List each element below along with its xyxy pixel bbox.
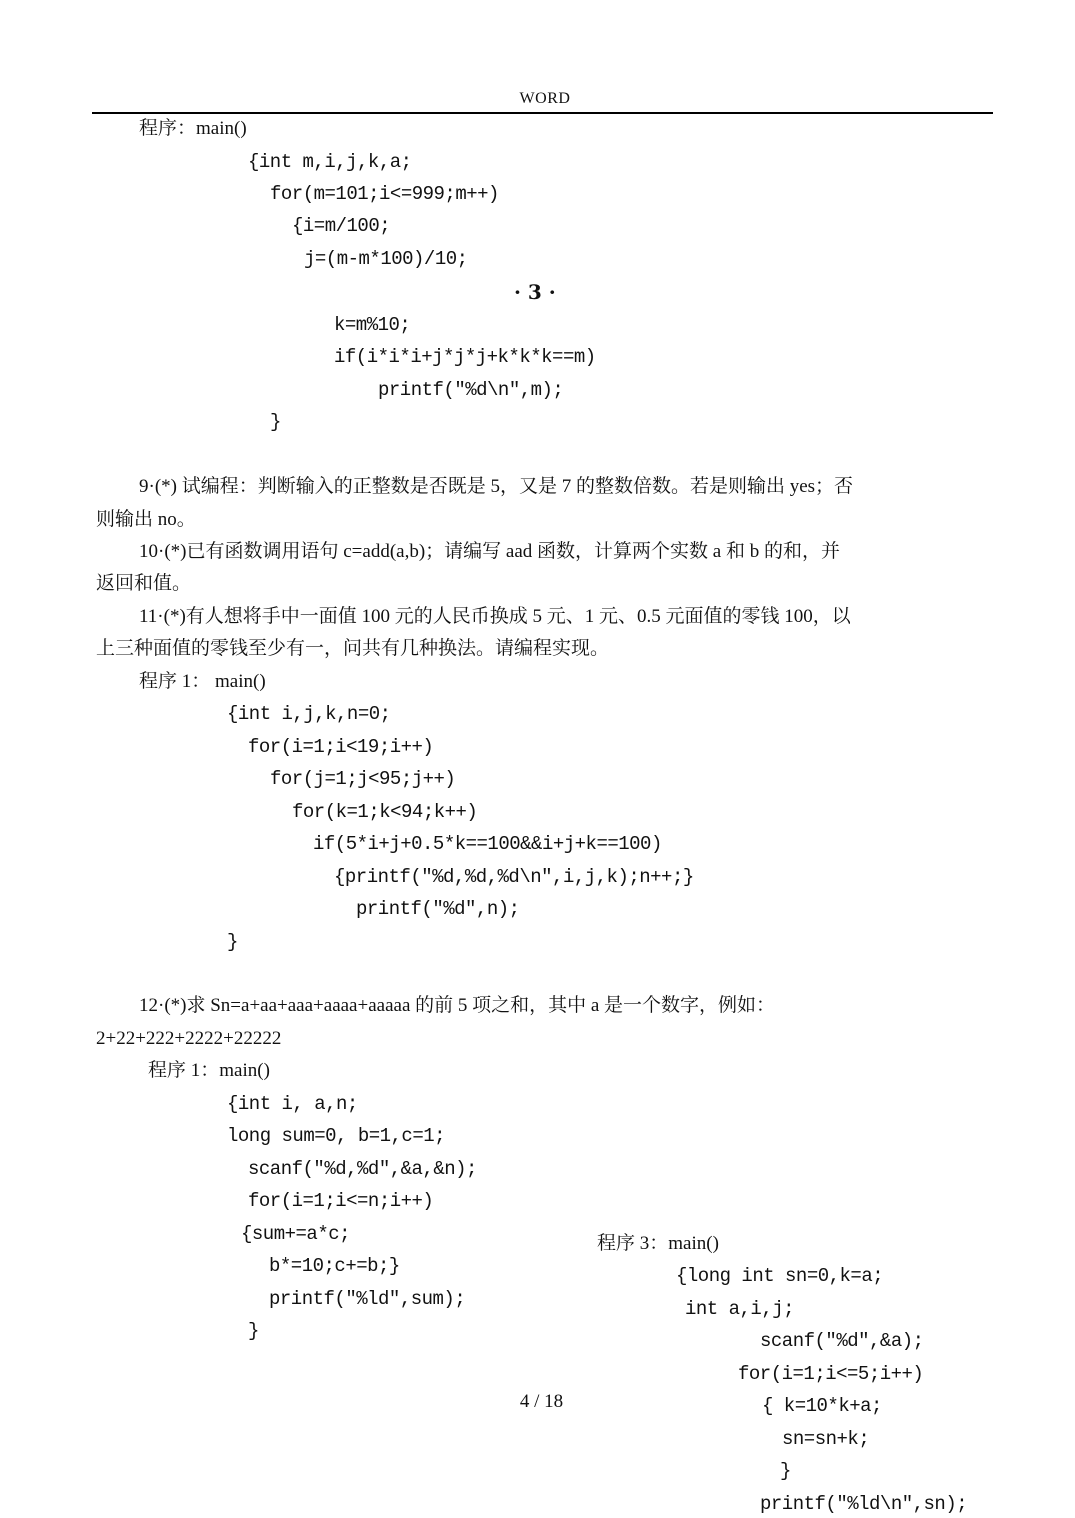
code-line: {printf("%d,%d,%d\n",i,j,k);n++;}	[334, 866, 694, 888]
page-footer: 4 / 18	[519, 1391, 564, 1412]
code-line: {int i,j,k,n=0;	[227, 703, 391, 725]
page-header: WORD	[519, 90, 571, 107]
code-line: {int m,i,j,k,a;	[248, 151, 412, 173]
code-line: for(i=1;i<19;i++)	[248, 736, 434, 758]
code-line: { k=10*k+a;	[762, 1395, 882, 1417]
code-line: printf("%d",n);	[356, 898, 520, 920]
question-9: 9·(*) 试编程：判断输入的正整数是否既是 5，又是 7 的整数倍数。若是则输出 yes；否	[139, 476, 854, 497]
code-line: for(i=1;i<=5;i++)	[738, 1363, 924, 1385]
question-10: 10·(*)已有函数调用语句 c=add(a,b)；请编写 aad 函数，计算两个实数 a 和 b 的和，并	[139, 541, 840, 562]
question-12-cont: 2+22+222+2222+22222	[96, 1028, 282, 1049]
code-line: printf("%d\n",m);	[378, 379, 564, 401]
code-line: printf("%ld",sum);	[269, 1288, 466, 1310]
code-line: }	[227, 931, 238, 953]
code-line: 程序 1： main()	[139, 671, 266, 692]
code-line: for(k=1;k<94;k++)	[292, 801, 478, 823]
code-line: if(i*i*i+j*j*j+k*k*k==m)	[334, 346, 596, 368]
code-line: {int i, a,n;	[227, 1093, 358, 1115]
header-rule	[92, 112, 993, 114]
code-line: sn=sn+k;	[782, 1428, 870, 1450]
code-line: }	[248, 1320, 259, 1342]
code-line: for(m=101;i<=999;m++)	[270, 183, 499, 205]
code-line: if(5*i+j+0.5*k==100&&i+j+k==100)	[313, 833, 662, 855]
code-line: long sum=0, b=1,c=1;	[227, 1125, 446, 1147]
code-line: {i=m/100;	[292, 215, 391, 237]
code-line: 程序：main()	[139, 118, 247, 139]
code-line: }	[780, 1460, 791, 1482]
code-line: int a,i,j;	[685, 1298, 795, 1320]
code-line: {sum+=a*c;	[241, 1223, 351, 1245]
code-line: b*=10;c+=b;}	[269, 1255, 400, 1277]
inline-page-number: · 3 ·	[514, 280, 556, 304]
code-line: j=(m-m*100)/10;	[304, 248, 468, 270]
code-line: 程序 3：main()	[597, 1233, 719, 1254]
code-line: scanf("%d",&a);	[760, 1330, 924, 1352]
question-9-cont: 则输出 no。	[96, 509, 196, 530]
code-line: scanf("%d,%d",&a,&n);	[248, 1158, 477, 1180]
code-line: 程序 1：main()	[148, 1060, 270, 1081]
question-10-cont: 返回和值。	[96, 573, 192, 594]
question-11: 11·(*)有人想将手中一面值 100 元的人民币换成 5 元、1 元、0.5 元面值的零钱 100，以	[139, 606, 851, 627]
code-line: printf("%ld\n",sn);	[760, 1493, 968, 1515]
question-11-cont: 上三种面值的零钱至少有一，问共有几种换法。请编程实现。	[96, 638, 610, 659]
code-line: for(j=1;j<95;j++)	[270, 768, 456, 790]
code-line: for(i=1;i<=n;i++)	[248, 1190, 434, 1212]
code-line: {long int sn=0,k=a;	[676, 1265, 884, 1287]
question-12: 12·(*)求 Sn=a+aa+aaa+aaaa+aaaaa 的前 5 项之和，其中 a 是一个数字，例如：	[139, 995, 776, 1016]
code-line: }	[270, 411, 281, 433]
code-line: k=m%10;	[334, 314, 411, 336]
